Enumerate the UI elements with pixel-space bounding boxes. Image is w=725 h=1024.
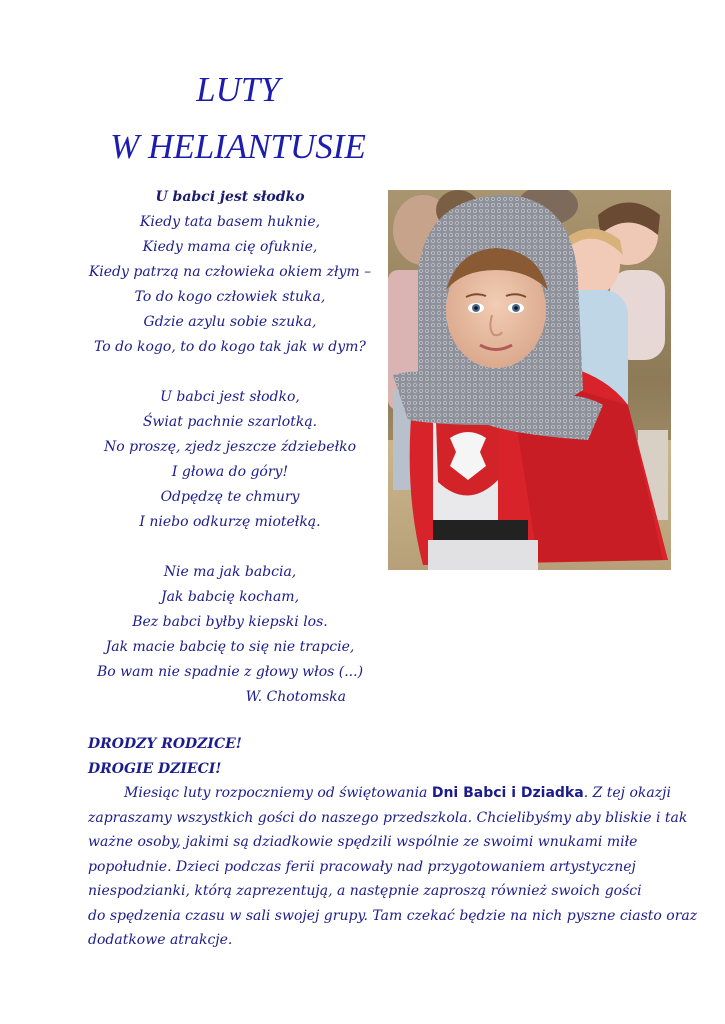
stanza-gap <box>80 535 380 560</box>
paragraph-first-line <box>88 781 671 806</box>
stanza-gap <box>80 360 380 385</box>
event-name-highlight: Dni Babci i Dziadka <box>431 785 584 801</box>
poem-line: No proszę, zjedz jeszcze ździebełko <box>103 439 357 455</box>
photo-child-knight-costume <box>388 190 671 570</box>
poem-line: Kiedy tata basem huknie, <box>139 214 321 230</box>
poem-line: To do kogo, to do kogo tak jak w dym? <box>94 339 366 355</box>
paragraph-line: do spędzenia czasu w sali swojej grupy. Tam czekać będzie na nich pyszne ciasto oraz <box>88 907 698 924</box>
poem-line: Odpędzę te chmury <box>160 489 300 505</box>
paragraph-line: dodatkowe atrakcje. <box>88 932 233 948</box>
paragraph-line: popołudnie. Dzieci podczas ferii pracowały nad przygotowaniem artystycznej <box>88 858 636 875</box>
paragraph-intro-end: . Z tej okazji <box>583 785 671 801</box>
letter <box>88 732 698 953</box>
greeting-parents: DRODZY RODZICE! <box>88 736 242 752</box>
poem-line: Bez babci byłby kiepski los. <box>132 614 328 630</box>
poem-line: Kiedy patrzą na człowieka okiem złym – <box>88 264 372 280</box>
poem-line: Bo wam nie spadnie z głowy włos (...) <box>96 664 364 680</box>
paragraph-line: niespodzianki, którą zaprezentują, a następnie zaproszą również swoich gości <box>88 883 642 899</box>
poem-line: Kiedy mama cię ofuknie, <box>142 239 318 255</box>
paragraph-line: zapraszamy wszystkich gości do naszego przedszkola. Chcielibyśmy aby bliskie i tak <box>88 809 688 826</box>
page-title-line-2: W HELIANTUSIE <box>110 127 366 166</box>
poem-line: I niebo odkurzę miotełką. <box>139 514 321 530</box>
poem-line: Jak babcię kocham, <box>160 589 300 605</box>
greeting-children: DROGIE DZIECI! <box>88 760 222 777</box>
poem-line: I głowa do góry! <box>171 464 289 480</box>
poem-line: Jak macie babcię to się nie trapcie, <box>105 639 355 655</box>
letter-paragraph <box>88 781 698 953</box>
page-title-line-1: LUTY <box>196 70 280 109</box>
poem-line: U babci jest słodko, <box>160 389 300 405</box>
paragraph-line: ważne osoby, jakimi są dziadkowie spędzili wspólnie ze swoimi wnukami miłe <box>88 834 638 850</box>
poem-line: Nie ma jak babcia, <box>163 564 297 580</box>
paragraph-intro: Miesiąc luty rozpoczniemy od świętowania <box>124 785 432 801</box>
poem-title: U babci jest słodko <box>155 189 305 205</box>
poem-line: Świat pachnie szarlotką. <box>142 414 318 430</box>
poem-line: To do kogo człowiek stuka, <box>134 289 326 305</box>
poem-author: W. Chotomska <box>245 689 346 705</box>
poem-line: Gdzie azylu sobie szuka, <box>143 314 317 330</box>
poem <box>80 185 380 710</box>
